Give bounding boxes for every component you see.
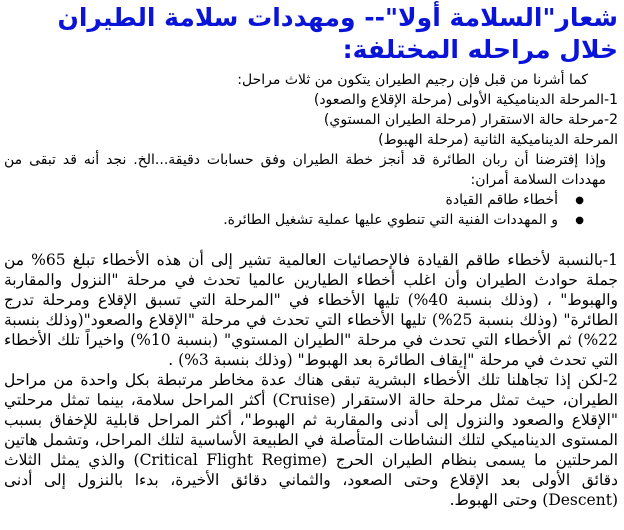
threat-item: ● و المهددات الفنية التي تنطوي عليها عملية تشغيل الطائرة.: [4, 210, 584, 230]
assumption-text: وإذا إفترضنا أن ربان الطائرة قد أنجز خطة الطيران وفق حسابات دقيقة...الخ. نجد أنه قد تبقى من مهددات السلامة أمران:: [4, 152, 606, 188]
phase-item: 1-المرحلة الديناميكية الأولى (مرحلة الإقلاع والصعود): [313, 92, 618, 108]
analysis-section: [4, 250, 618, 510]
phase-item: 2-مرحلة حالة الاستقرار (مرحلة الطيران المستوي): [323, 112, 618, 128]
threat-item: ● أخطاء طاقم القيادة: [4, 190, 584, 210]
spacer: [4, 230, 618, 250]
flight-phases-section: [4, 70, 618, 230]
document-page: [0, 2, 624, 510]
intro-text: كما أشرنا من قبل فإن رجيم الطيران يتكون من ثلاث مراحل:: [237, 72, 588, 88]
phase-item: المرحلة الديناميكية الثانية (مرحلة الهبوط): [378, 132, 618, 148]
paragraph-crew-errors: 1-بالنسبة لأخطاء طاقم القيادة فالإحصائيات العالمية تشير إلى أن هذه الأخطاء تبلغ 65% من جملة حوادث الطيران وأن اغلب أخطاء الطيارين عالميا تحدث في مرحلة "النزول والمقاربة والهبوط" ، (وذلك بنسبة 40%) تليها الأخطاء في "المرحلة التي تسبق الإقلاع ومرحلة تدرج الطائرة" (وذلك بنسبة 25%) تليها الأخطاء التي تحدث في مرحلة "الإقلاع والصعود"(وذلك بنسبة 22%) ثم الأخطاء التي تحدث في مرحلة "الطيران المستوي" (بنسبة 10%) واخيراً تلك الأخطاء التي تحدث في مرحلة "إيقاف الطائرة بعد الهبوط" (وذلك بنسبة 3%) .: [4, 251, 619, 369]
paragraph-phase-risks: 2-لكن إذا تجاهلنا تلك الأخطاء البشرية تبقى هناك عدة مخاطر مرتبطة بكل واحدة من مراحل الطيران، حيث تمثل مرحلة حالة الاستقرار (Cruise) أكثر المراحل سلامة، بينما تمثل مرحلتي "الإقلاع والصعود والنزول إلى أدنى والمقاربة ثم الهبوط"، أكثر المراحل قابلية للإخفاق بسبب المستوى الديناميكي لتلك النشاطات المتأصلة في الطبيعة الأساسية لتلك المراحل، وتشمل هاتين المرحلتين ما يسمى بنظام الطيران الحرج (Critical Flight Regime) والذي يمثل الثلاث دقائق الأولى بعد الإقلاع وحتى الصعود، والثماني دقائق الأخيرة، بدءا بالنزول إلى أدنى (Descent) وحتى الهبوط.: [4, 371, 618, 509]
threats-list: [4, 190, 618, 230]
page-title: شعار"السلامة أولا"-- ومهددات سلامة الطيران خلال مراحله المختلفة:: [57, 3, 618, 64]
